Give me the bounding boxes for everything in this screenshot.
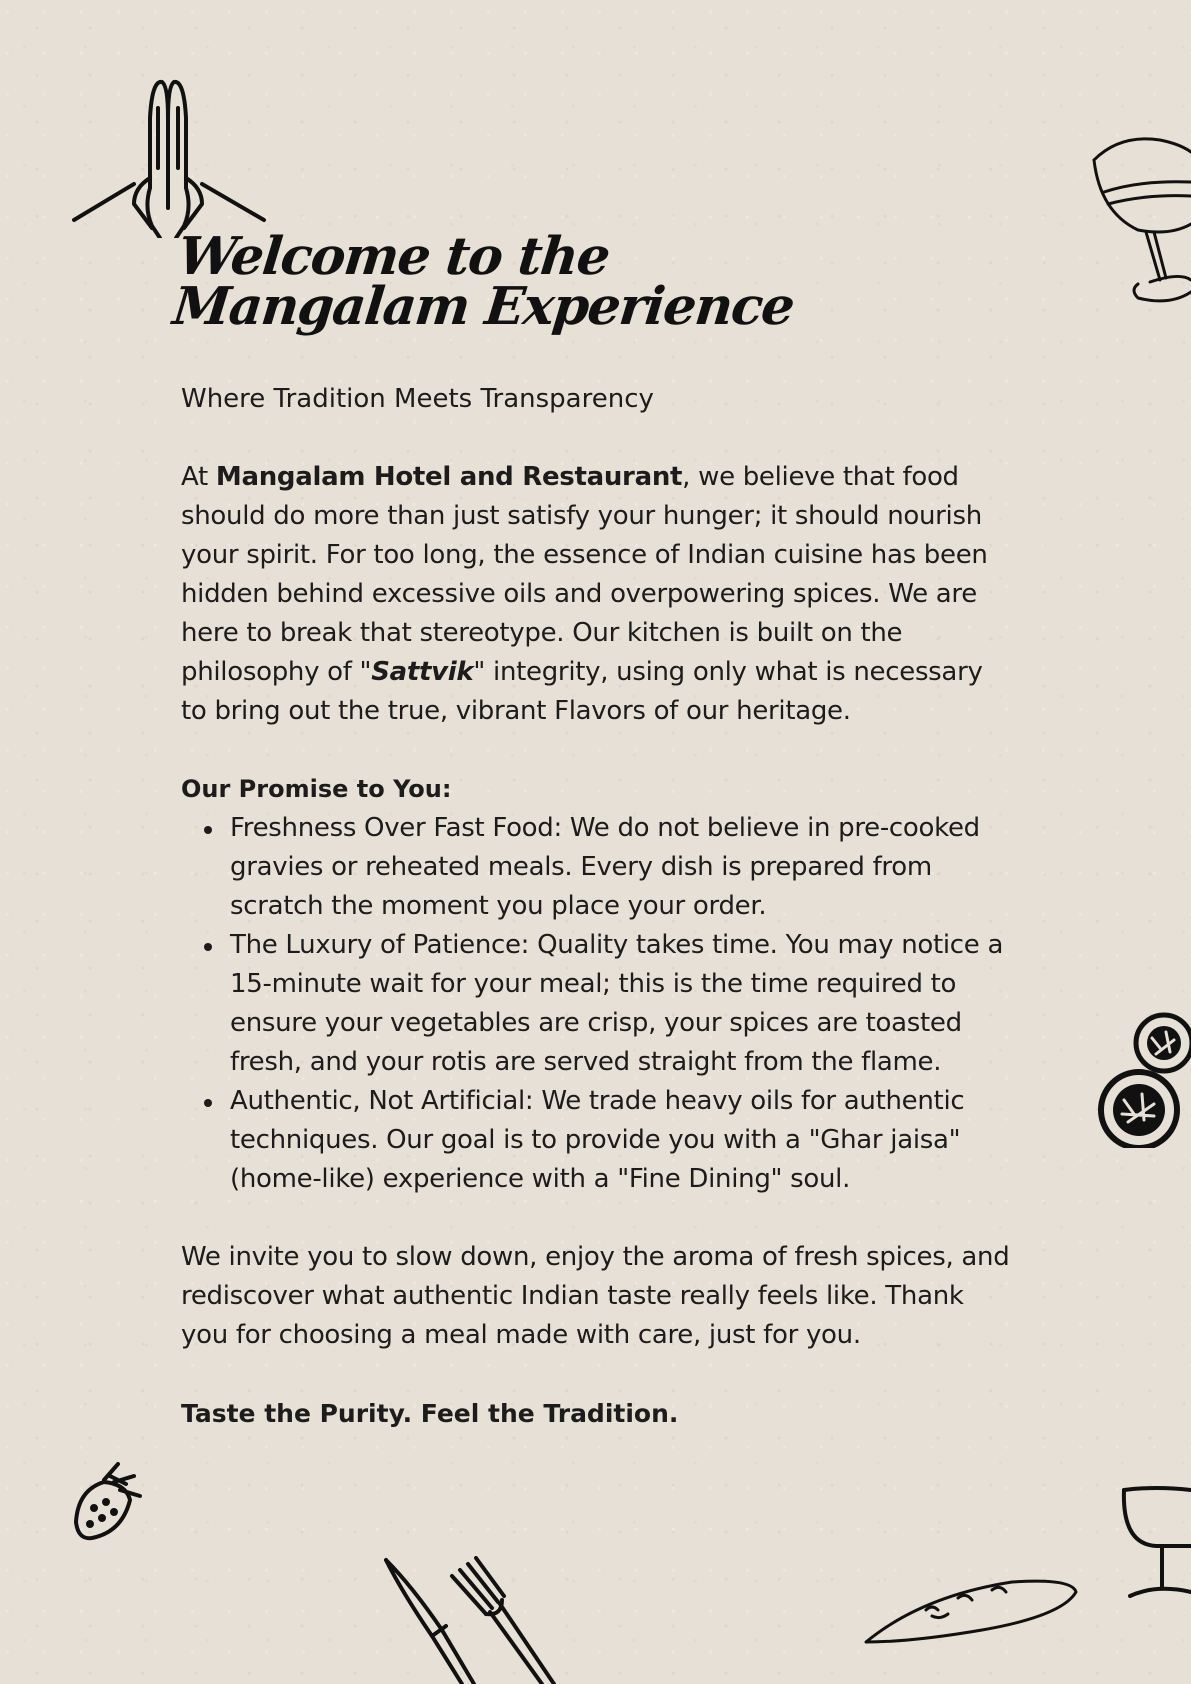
bullet-icon: [204, 826, 212, 834]
intro-suffix: " integrity, using only what is necessary to bring out the true, vibrant Flavors of our heritage.: [181, 657, 983, 726]
wine-glass-icon: [1090, 132, 1191, 322]
intro-middle: , we believe that food should do more than just satisfy your hunger; it should nourish your spirit. For too long, the essence of Indian cuisine has been hidden behind excessive oils and overpowering spices. We are here to break that stereotype. Our kitchen is built on the philosophy of ": [181, 462, 988, 687]
bullet-icon: [204, 1099, 212, 1107]
tomato-icon: [1094, 1008, 1191, 1148]
promise-item-text: Authentic, Not Artificial: We trade heavy oils for authentic techniques. Our goal is to provide you with a "Ghar jaisa" (home-like) experience with a "Fine Dining" soul.: [230, 1086, 965, 1194]
promise-item-text: Freshness Over Fast Food: We do not believe in pre-cooked gravies or reheated meals. Every dish is prepared from scratch the moment you place your order.: [230, 813, 980, 921]
letter-content: [169, 226, 1011, 1433]
bread-icon: [862, 1576, 1080, 1648]
list-item: [230, 809, 1011, 926]
promise-item-text: The Luxury of Patience: Quality takes time. You may notice a 15-minute wait for your meal; this is the time required to ensure your vegetables are crisp, your spices are toasted fresh, and your rotis are served straight from the flame.: [230, 930, 1004, 1077]
list-item: [230, 1082, 1011, 1199]
namaste-hands-icon: [72, 78, 272, 238]
goblet-icon: [1116, 1484, 1191, 1604]
page-title: Welcome to the Mangalam Experience: [169, 226, 797, 337]
cutlery-icon: [382, 1556, 572, 1684]
intro-paragraph: [181, 458, 1011, 731]
philosophy-term: Sattvik: [371, 657, 474, 687]
promise-list: [181, 809, 1011, 1199]
promise-heading: Our Promise to You:: [181, 775, 452, 803]
subtitle: Where Tradition Meets Transparency: [181, 384, 654, 414]
restaurant-name: Mangalam Hotel and Restaurant: [215, 462, 683, 492]
intro-prefix: At: [181, 462, 216, 492]
tagline: Taste the Purity. Feel the Tradition.: [181, 1399, 679, 1428]
bullet-icon: [204, 943, 212, 951]
strawberry-icon: [74, 1462, 144, 1542]
closing-paragraph: We invite you to slow down, enjoy the aroma of fresh spices, and rediscover what authentic Indian taste really feels like. Thank you for choosing a meal made with care, just for you.: [181, 1242, 1010, 1350]
list-item: [230, 926, 1011, 1082]
